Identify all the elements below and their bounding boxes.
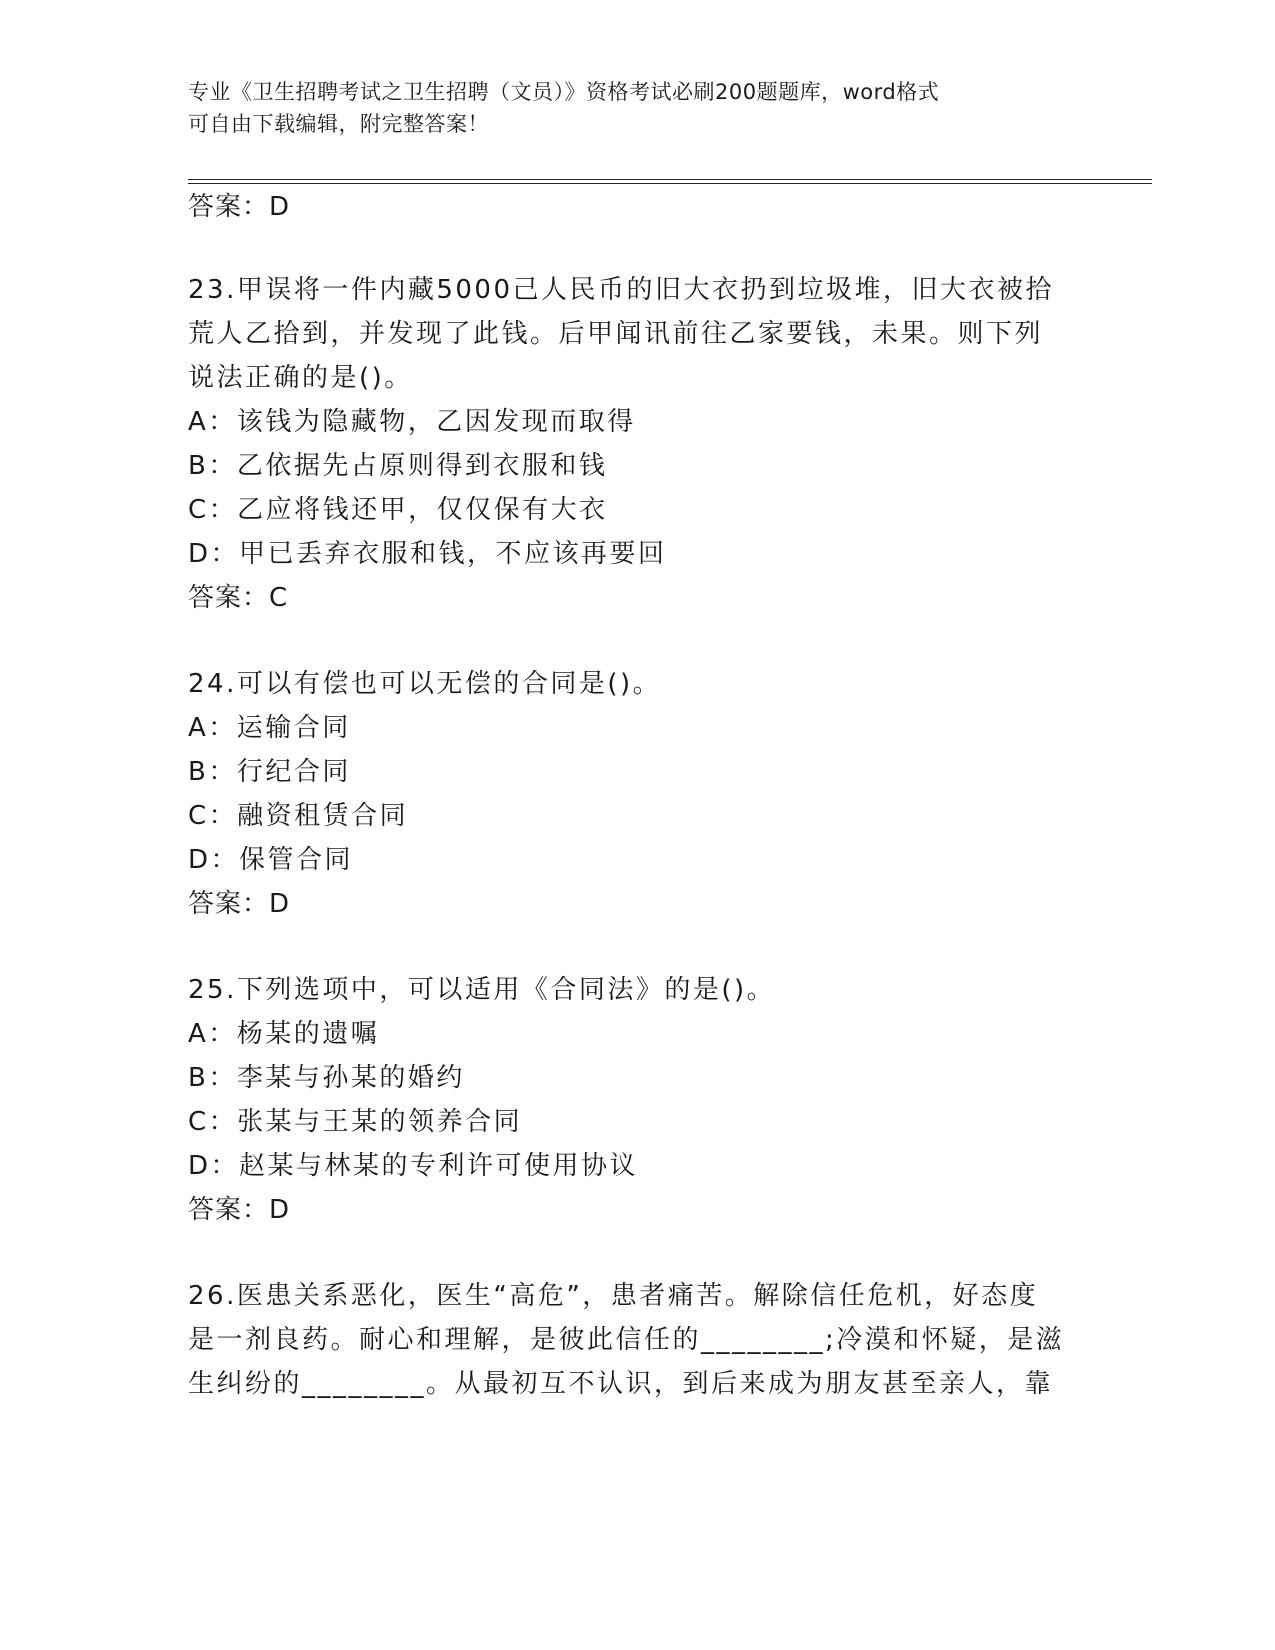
- question-24-option-c: C：融资租赁合同: [188, 801, 409, 831]
- header-line-1: 专业《卫生招聘考试之卫生招聘（文员）》资格考试必刷200题题库，word格式: [188, 80, 940, 104]
- document-header: [188, 76, 1088, 140]
- question-25-option-a: A：杨某的遗嘱: [188, 1019, 380, 1049]
- question-24-option-b: B：行纪合同: [188, 757, 351, 787]
- question-26-line-2: 是一剂良药。耐心和理解，是彼此信任的________;冷漠和怀疑，是滋: [188, 1325, 1065, 1355]
- question-24-line-1: 24.可以有偿也可以无偿的合同是()。: [188, 669, 662, 699]
- question-23-option-b: B：乙依据先占原则得到衣服和钱: [188, 451, 608, 481]
- question-23-option-d: D：甲已丢弃衣服和钱，不应该再要回: [188, 539, 667, 569]
- question-23-option-c: C：乙应将钱还甲，仅仅保有大衣: [188, 495, 608, 525]
- question-26-line-1: 26.医患关系恶化，医生“高危”，患者痛苦。解除信任危机，好态度: [188, 1281, 1039, 1311]
- header-rule-top: [188, 179, 1152, 180]
- question-24-option-d: D：保管合同: [188, 845, 354, 875]
- question-24-answer: 答案：D: [188, 889, 291, 919]
- question-25-option-c: C：张某与王某的领养合同: [188, 1107, 523, 1137]
- question-25-answer: 答案：D: [188, 1195, 291, 1225]
- header-line-2: 可自由下载编辑，附完整答案！: [188, 112, 489, 136]
- question-23-line-1: 23.甲误将一件内藏5000己人民币的旧大衣扔到垃圾堆，旧大衣被拾: [188, 275, 1055, 305]
- header-rule-bottom: [188, 183, 1152, 184]
- question-26-line-3: 生纠纷的________。从最初互不认识，到后来成为朋友甚至亲人，靠: [188, 1369, 1054, 1399]
- question-23-option-a: A：该钱为隐藏物，乙因发现而取得: [188, 407, 636, 437]
- question-25-line-1: 25.下列选项中，可以适用《合同法》的是()。: [188, 975, 776, 1005]
- question-23-answer: 答案：C: [188, 583, 289, 613]
- question-25-option-b: B：李某与孙某的婚约: [188, 1063, 465, 1093]
- question-23-line-3: 说法正确的是()。: [188, 363, 413, 393]
- question-24-option-a: A：运输合同: [188, 713, 351, 743]
- question-23-line-2: 荒人乙拾到，并发现了此钱。后甲闻讯前往乙家要钱，未果。则下列: [188, 319, 1044, 349]
- previous-answer: 答案：D: [188, 192, 291, 222]
- question-25-option-d: D：赵某与林某的专利许可使用协议: [188, 1151, 639, 1181]
